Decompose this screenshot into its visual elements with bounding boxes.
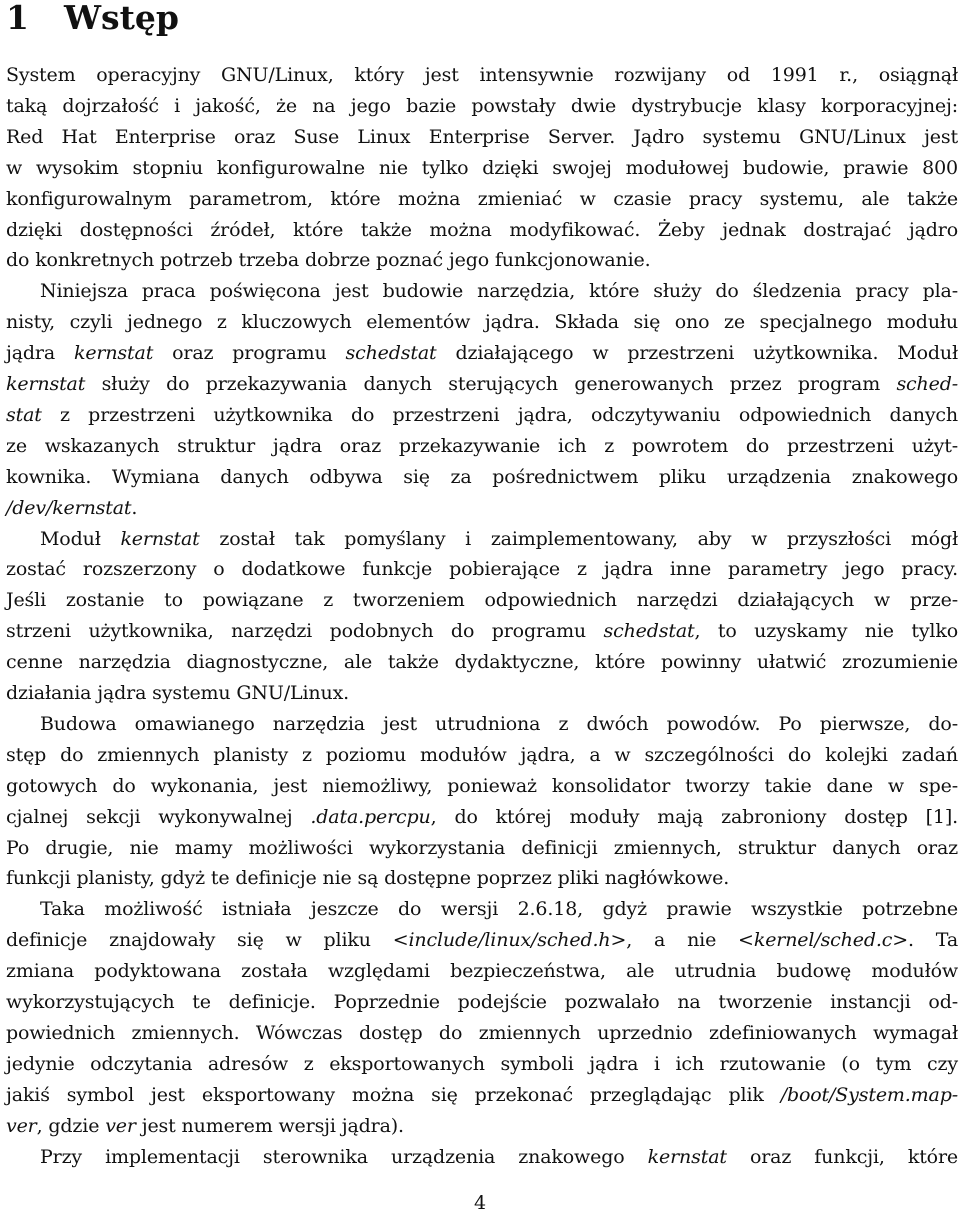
text-line: jakiś symbol jest eksportowany można się przekonać przeglądając plik /boot/System.map- [6,1083,958,1106]
text-line: Niniejsza praca poświęcona jest budowie narzędzia, które służy do śledzenia pracy pla- [40,280,958,303]
text-line: ver, gdzie ver jest numerem wersji jądra). [6,1114,404,1137]
text-line: w wysokim stopniu konfigurowalne nie tylko dzięki swojej modułowej budowie, prawie 800 [6,156,958,179]
text-line: ze wskazanych struktur jądra oraz przekazywanie ich z powrotem do przestrzeni użyt- [6,434,958,457]
section-title: Wstęp [64,0,179,37]
text-line: dzięki dostępności źródeł, które także można modyfikować. Żeby jednak dostrajać jądro [6,218,958,241]
text-line: do konkretnych potrzeb trzeba dobrze poznać jego funkcjonowanie. [6,249,651,272]
section-number: 1 [6,0,29,37]
section-heading [6,0,179,38]
text-line: Budowa omawianego narzędzia jest utrudniona z dwóch powodów. Po pierwsze, do- [40,712,958,735]
text-line: /dev/kernstat. [6,496,138,519]
text-line: konfigurowalnym parametrom, które można zmieniać w czasie pracy systemu, ale także [6,187,958,210]
text-line: stat z przestrzeni użytkownika do przestrzeni jądra, odczytywaniu odpowiednich danych [6,403,958,426]
text-line: powiednich zmiennych. Wówczas dostęp do zmiennych uprzednio zdefiniowanych wymagał [6,1021,958,1044]
text-line: Przy implementacji sterownika urządzenia znakowego kernstat oraz funkcji, które [40,1145,959,1168]
text-line: Moduł kernstat został tak pomyślany i zaimplementowany, aby w przyszłości mógł [40,527,958,550]
text-line: cenne narzędzia diagnostyczne, ale także dydaktyczne, które powinny ułatwić zrozumienie [6,651,958,674]
text-line: jedynie odczytania adresów z eksportowanych symboli jądra i ich rzutowanie (o tym czy [6,1052,958,1075]
text-line: funkcji planisty, gdyż te definicje nie są dostępne poprzez pliki nagłówkowe. [6,867,730,890]
text-line: definicje znajdowały się w pliku <include/linux/sched.h>, a nie <kernel/sched.c>. Ta [6,929,959,952]
text-line: jądra kernstat oraz programu schedstat działającego w przestrzeni użytkownika. Moduł [6,342,958,365]
text-line: Red Hat Enterprise oraz Suse Linux Enterprise Server. Jądro systemu GNU/Linux jest [6,125,958,148]
text-line: taką dojrzałość i jakość, że na jego bazie powstały dwie dystrybucje klasy korporacyjnej: [6,94,958,117]
text-line: działania jądra systemu GNU/Linux. [6,682,350,704]
text-line: Po drugie, nie mamy możliwości wykorzystania definicji zmiennych, struktur danych oraz [6,836,958,859]
text-line: zmiana podyktowana została względami bezpieczeństwa, ale utrudnia budowę modułów [6,960,958,983]
text-line: nisty, czyli jednego z kluczowych elementów jądra. Składa się ono ze specjalnego modułu [6,311,958,334]
text-line: System operacyjny GNU/Linux, który jest intensywnie rozwijany od 1991 r., osiągnął [6,64,958,86]
text-line: strzeni użytkownika, narzędzi podobnych do programu schedstat, to uzyskamy nie tylko [6,620,958,643]
text-line: kownika. Wymiana danych odbywa się za pośrednictwem pliku urządzenia znakowego [6,465,958,488]
text-line: zostać rozszerzony o dodatkowe funkcje pobierające z jądra inne parametry jego pracy. [6,558,958,581]
text-line: wykorzystujących te definicje. Poprzednie podejście pozwalało na tworzenie instancji od- [6,991,958,1013]
text-line: kernstat służy do przekazywania danych sterujących generowanych przez program sched- [6,373,958,395]
text-line: stęp do zmiennych planisty z poziomu modułów jądra, a w szczególności do kolejki zadań [6,743,958,766]
page-number: 4 [473,1192,487,1214]
text-line: cjalnej sekcji wykonywalnej .data.percpu, do której moduły mają zabroniony dostęp [1]. [6,805,958,828]
text-line: Jeśli zostanie to powiązane z tworzeniem odpowiednich narzędzi działających w prze- [6,589,958,612]
text-line: gotowych do wykonania, jest niemożliwy, ponieważ konsolidator tworzy takie dane w spe- [6,774,958,797]
text-line: Taka możliwość istniała jeszcze do wersji 2.6.18, gdyż prawie wszystkie potrzebne [40,898,958,921]
